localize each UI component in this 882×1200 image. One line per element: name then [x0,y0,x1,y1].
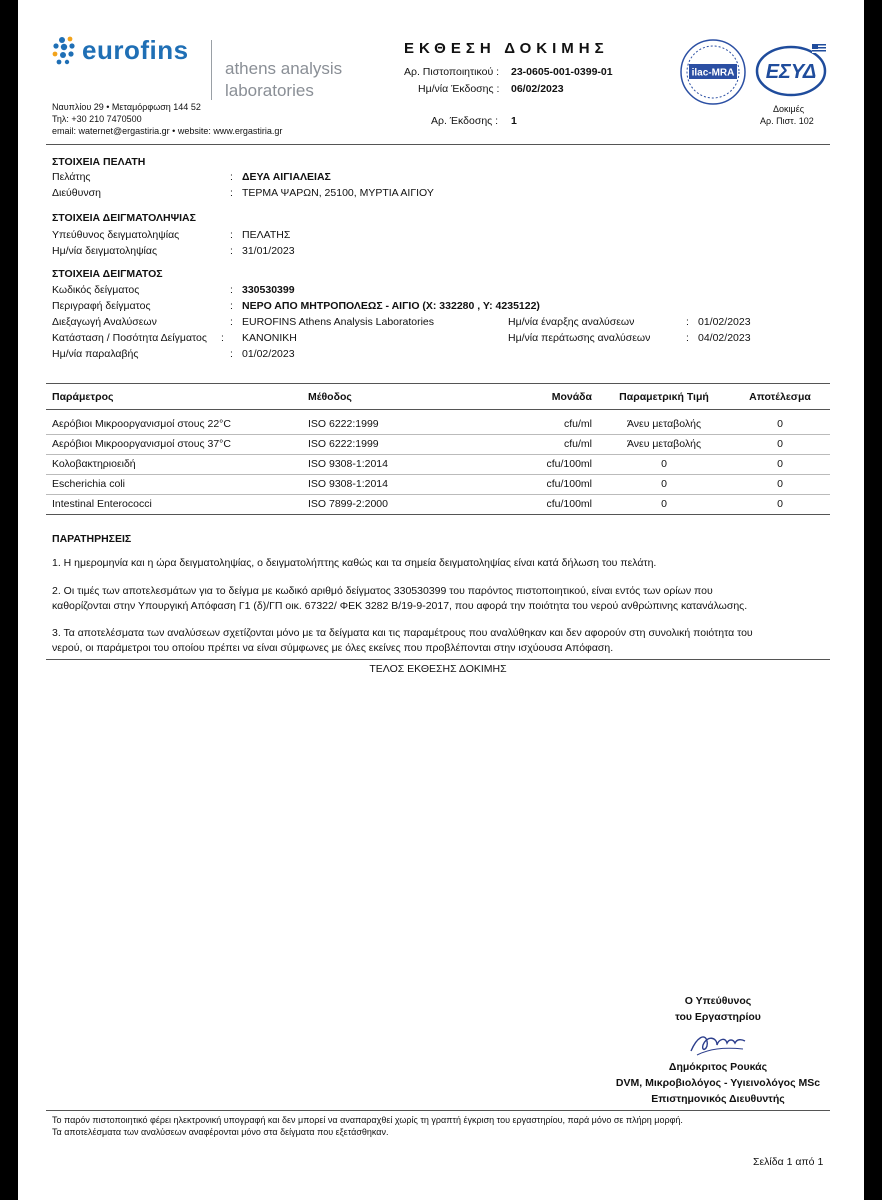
received-date: 01/02/2023 [242,348,295,360]
remarks-end-rule [46,659,830,660]
analysis-label: Διεξαγωγή Αναλύσεων [52,316,157,328]
sample-code: 330530399 [242,284,295,296]
cell-unit: cfu/ml [563,417,592,430]
remark-3-line2: νερού, οι παράμετροι του οποίου πρέπει να είναι σύμφωνες με όλες εκείνες που προβλέπονται στην ισχύουσα Απόφαση. [52,642,614,654]
received-label: Ημ/νία παραλαβής [52,348,139,360]
page-total: 1 [817,1156,824,1168]
cell-method: ISO 9308-1:2014 [308,458,388,470]
page-prefix: Σελίδα [753,1156,784,1168]
cell-parametric-value: 0 [661,498,667,510]
condition: ΚΑΝΟΝΙΚΗ [242,332,297,344]
cell-parameter: Κολοβακτηριοειδή [52,458,136,470]
remark-2-line1: 2. Οι τιμές των αποτελεσμάτων για το δείγμα με κωδικό αριθμό δείγματος 330530399 του παρόντος πιστοποιητικού, είναι εντός των ορίων που [52,585,713,597]
cell-parametric-value: Άνευ μεταβολής [626,438,702,450]
eurofins-logo [50,34,200,74]
issue-no-label: Αρ. Έκδοσης : [431,115,499,127]
cell-method: ISO 6222:1999 [308,417,379,430]
cell-unit: cfu/100ml [546,498,592,510]
client-name-label: Πελάτης [52,171,91,183]
colon: : [230,171,233,183]
ilac-mra-text: ilac-MRA [691,67,735,79]
issue-no: 1 [511,115,517,127]
analysis-start-label: Ημ/νία έναρξης αναλύσεων [508,316,635,328]
cell-parametric-value: 0 [661,478,667,490]
remarks-title: ΠΑΡΑΤΗΡΗΣΕΙΣ [52,533,132,545]
sampling-responsible: ΠΕΛΑΤΗΣ [242,229,291,241]
signatory-name: Δημόκριτος Ρουκάς [668,1061,768,1073]
footer-note-2: Τα αποτελέσματα των αναλύσεων αναφέρονται μόνο στα δείγματα που εξετάσθηκαν. [52,1127,389,1137]
signatory-title-1: DVM, Μικροβιολόγος - Υγιεινολόγος MSc [615,1077,821,1089]
lab-name-line1: athens analysis [225,59,343,78]
cell-parameter: Αερόβιοι Μικροοργανισμοί στους 37°C [52,438,231,450]
colon: : [686,316,689,328]
colon: : [230,229,233,241]
table-top-rule [46,383,830,384]
page-number [753,1156,823,1168]
esyd-logo [754,44,828,98]
analysis-lab: EUROFINS Athens Analysis Laboratories [242,316,435,328]
header-rule [46,144,830,145]
cell-method: ISO 9308-1:2014 [308,478,388,490]
signature-role-line1: Ο Υπεύθυνος [684,995,752,1007]
remark-3 [52,626,822,656]
client-section-title: ΣΤΟΙΧΕΙΑ ΠΕΛΑΤΗ [52,156,146,168]
lab-name-line2: laboratories [225,81,314,100]
accreditation-type: Δοκιμές [773,104,805,114]
condition-label: Κατάσταση / Ποσότητα Δείγματος [52,332,207,344]
client-name: ΔΕΥΑ ΑΙΓΙΑΛΕΙΑΣ [242,171,331,183]
accreditation-no: Αρ. Πιστ. 102 [760,116,814,126]
cell-method: ISO 6222:1999 [308,438,379,450]
sample-desc-label: Περιγραφή δείγματος [52,300,151,312]
ilac-mra-logo [679,38,747,106]
header-method: Μέθοδος [308,390,352,403]
cert-no: 23-0605-001-0399-01 [511,66,613,78]
page-separator: από [795,1156,815,1168]
header-unit: Μονάδα [551,390,592,403]
remark-3-line1: 3. Τα αποτελέσματα των αναλύσεων σχετίζονται μόνο με τα δείγματα και τις παραμέτρους που αναλύθηκαν και δεν αφορούν στη συνολική ποιότητα του [52,627,753,639]
signatory-title-2: Επιστημονικός Διευθυντής [651,1093,785,1105]
signature-role-line2: του Εργαστηρίου [675,1011,761,1023]
cell-unit: cfu/ml [563,438,592,450]
table-row [46,474,830,494]
cell-result: 0 [777,458,783,470]
table-row [46,494,830,514]
header-parameter: Παράμετρος [52,390,114,403]
header-result: Αποτέλεσμα [749,390,811,403]
sample-code-label: Κωδικός δείγματος [52,284,140,296]
cert-no-label: Αρ. Πιστοποιητικού : [404,66,500,78]
table-row [46,454,830,474]
cell-result: 0 [777,498,783,510]
table-row [46,434,830,454]
remark-2-line2: καθορίζονται στην Υπουργική Απόφαση Γ1 (δ)/ΓΠ οικ. 67322/ ΦΕΚ 3282 Β/19-9-2017, που αφορά την ποιότητα του νερού ανθρώπινης κατανάλωσης. [52,600,748,612]
end-of-report: ΤΕΛΟΣ ΕΚΘΕΣΗΣ ΔΟΚΙΜΗΣ [369,663,507,675]
remark-1-text: 1. Η ημερομηνία και η ώρα δειγματοληψίας, ο δειγματολήπτης καθώς και τα σημεία δειγματοληψίας είναι κατά δήλωση του πελάτη. [52,557,657,569]
colon: : [230,316,233,328]
handwritten-signature [683,1027,753,1059]
cell-parametric-value: 0 [661,458,667,470]
colon: : [230,284,233,296]
table-row [46,414,830,434]
cell-result: 0 [777,417,783,430]
colon: : [230,300,233,312]
report-page [18,0,864,1200]
logo-divider [211,40,212,100]
esyd-text: ΕΣΥΔ [765,61,817,83]
colon: : [230,245,233,257]
results-table [46,385,830,515]
footer-note-1: Το παρόν πιστοποιητικό φέρει ηλεκτρονική υπογραφή και δεν μπορεί να αναπαραχθεί χωρίς τη γραπτή έγκριση του εργαστηρίου, παρά μόνο σε πλήρη μορφή. [52,1115,683,1125]
sampling-responsible-label: Υπεύθυνος δειγματοληψίας [52,229,180,241]
issue-date: 06/02/2023 [511,83,564,95]
results-header-row [46,385,830,409]
cell-parametric-value: Άνευ μεταβολής [626,417,702,430]
colon: : [686,332,689,344]
cell-result: 0 [777,478,783,490]
colon: : [230,348,233,360]
issue-date-label: Ημ/νία Έκδοσης : [418,83,500,95]
sampling-date: 31/01/2023 [242,245,295,257]
cell-parameter: Αερόβιοι Μικροοργανισμοί στους 22°C [52,417,231,430]
remark-2 [52,584,822,614]
cell-parameter: Intestinal Enterococci [52,498,152,510]
cell-parameter: Escherichia coli [52,478,125,490]
report-title: ΕΚΘΕΣΗ ΔΟΚΙΜΗΣ [404,40,609,57]
remark-1 [52,556,822,571]
analysis-end-label: Ημ/νία περάτωσης αναλύσεων [508,332,651,344]
colon: : [221,332,224,344]
page-current: 1 [786,1156,793,1168]
lab-contact: email: waternet@ergastiria.gr • website: www.ergastiria.gr [52,126,283,136]
header-parametric-value: Παραμετρική Τιμή [619,390,709,403]
colon: : [230,187,233,199]
client-address: ΤΕΡΜΑ ΨΑΡΩΝ, 25100, ΜΥΡΤΙΑ ΑΙΓΙΟΥ [242,187,434,199]
client-address-label: Διεύθυνση [52,187,101,199]
lab-address: Ναυπλίου 29 • Μεταμόρφωση 144 52 [52,102,201,112]
cell-unit: cfu/100ml [546,458,592,470]
analysis-start: 01/02/2023 [698,316,751,328]
sample-desc: ΝΕΡΟ ΑΠΟ ΜΗΤΡΟΠΟΛΕΩΣ - ΑΙΓΙΟ (Χ: 332280 , Υ: 4235122) [242,300,540,312]
cell-unit: cfu/100ml [546,478,592,490]
lab-phone: Τηλ: +30 210 7470500 [52,114,142,124]
analysis-end: 04/02/2023 [698,332,751,344]
sample-section-title: ΣΤΟΙΧΕΙΑ ΔΕΙΓΜΑΤΟΣ [52,268,163,280]
cell-result: 0 [777,438,783,450]
cell-method: ISO 7899-2:2000 [308,498,388,510]
sampling-section-title: ΣΤΟΙΧΕΙΑ ΔΕΙΓΜΑΤΟΛΗΨΙΑΣ [52,212,196,224]
signature-block [518,993,864,1107]
sampling-date-label: Ημ/νία δειγματοληψίας [52,245,158,257]
footer-rule [46,1110,830,1111]
brand-name: eurofins [82,35,189,65]
